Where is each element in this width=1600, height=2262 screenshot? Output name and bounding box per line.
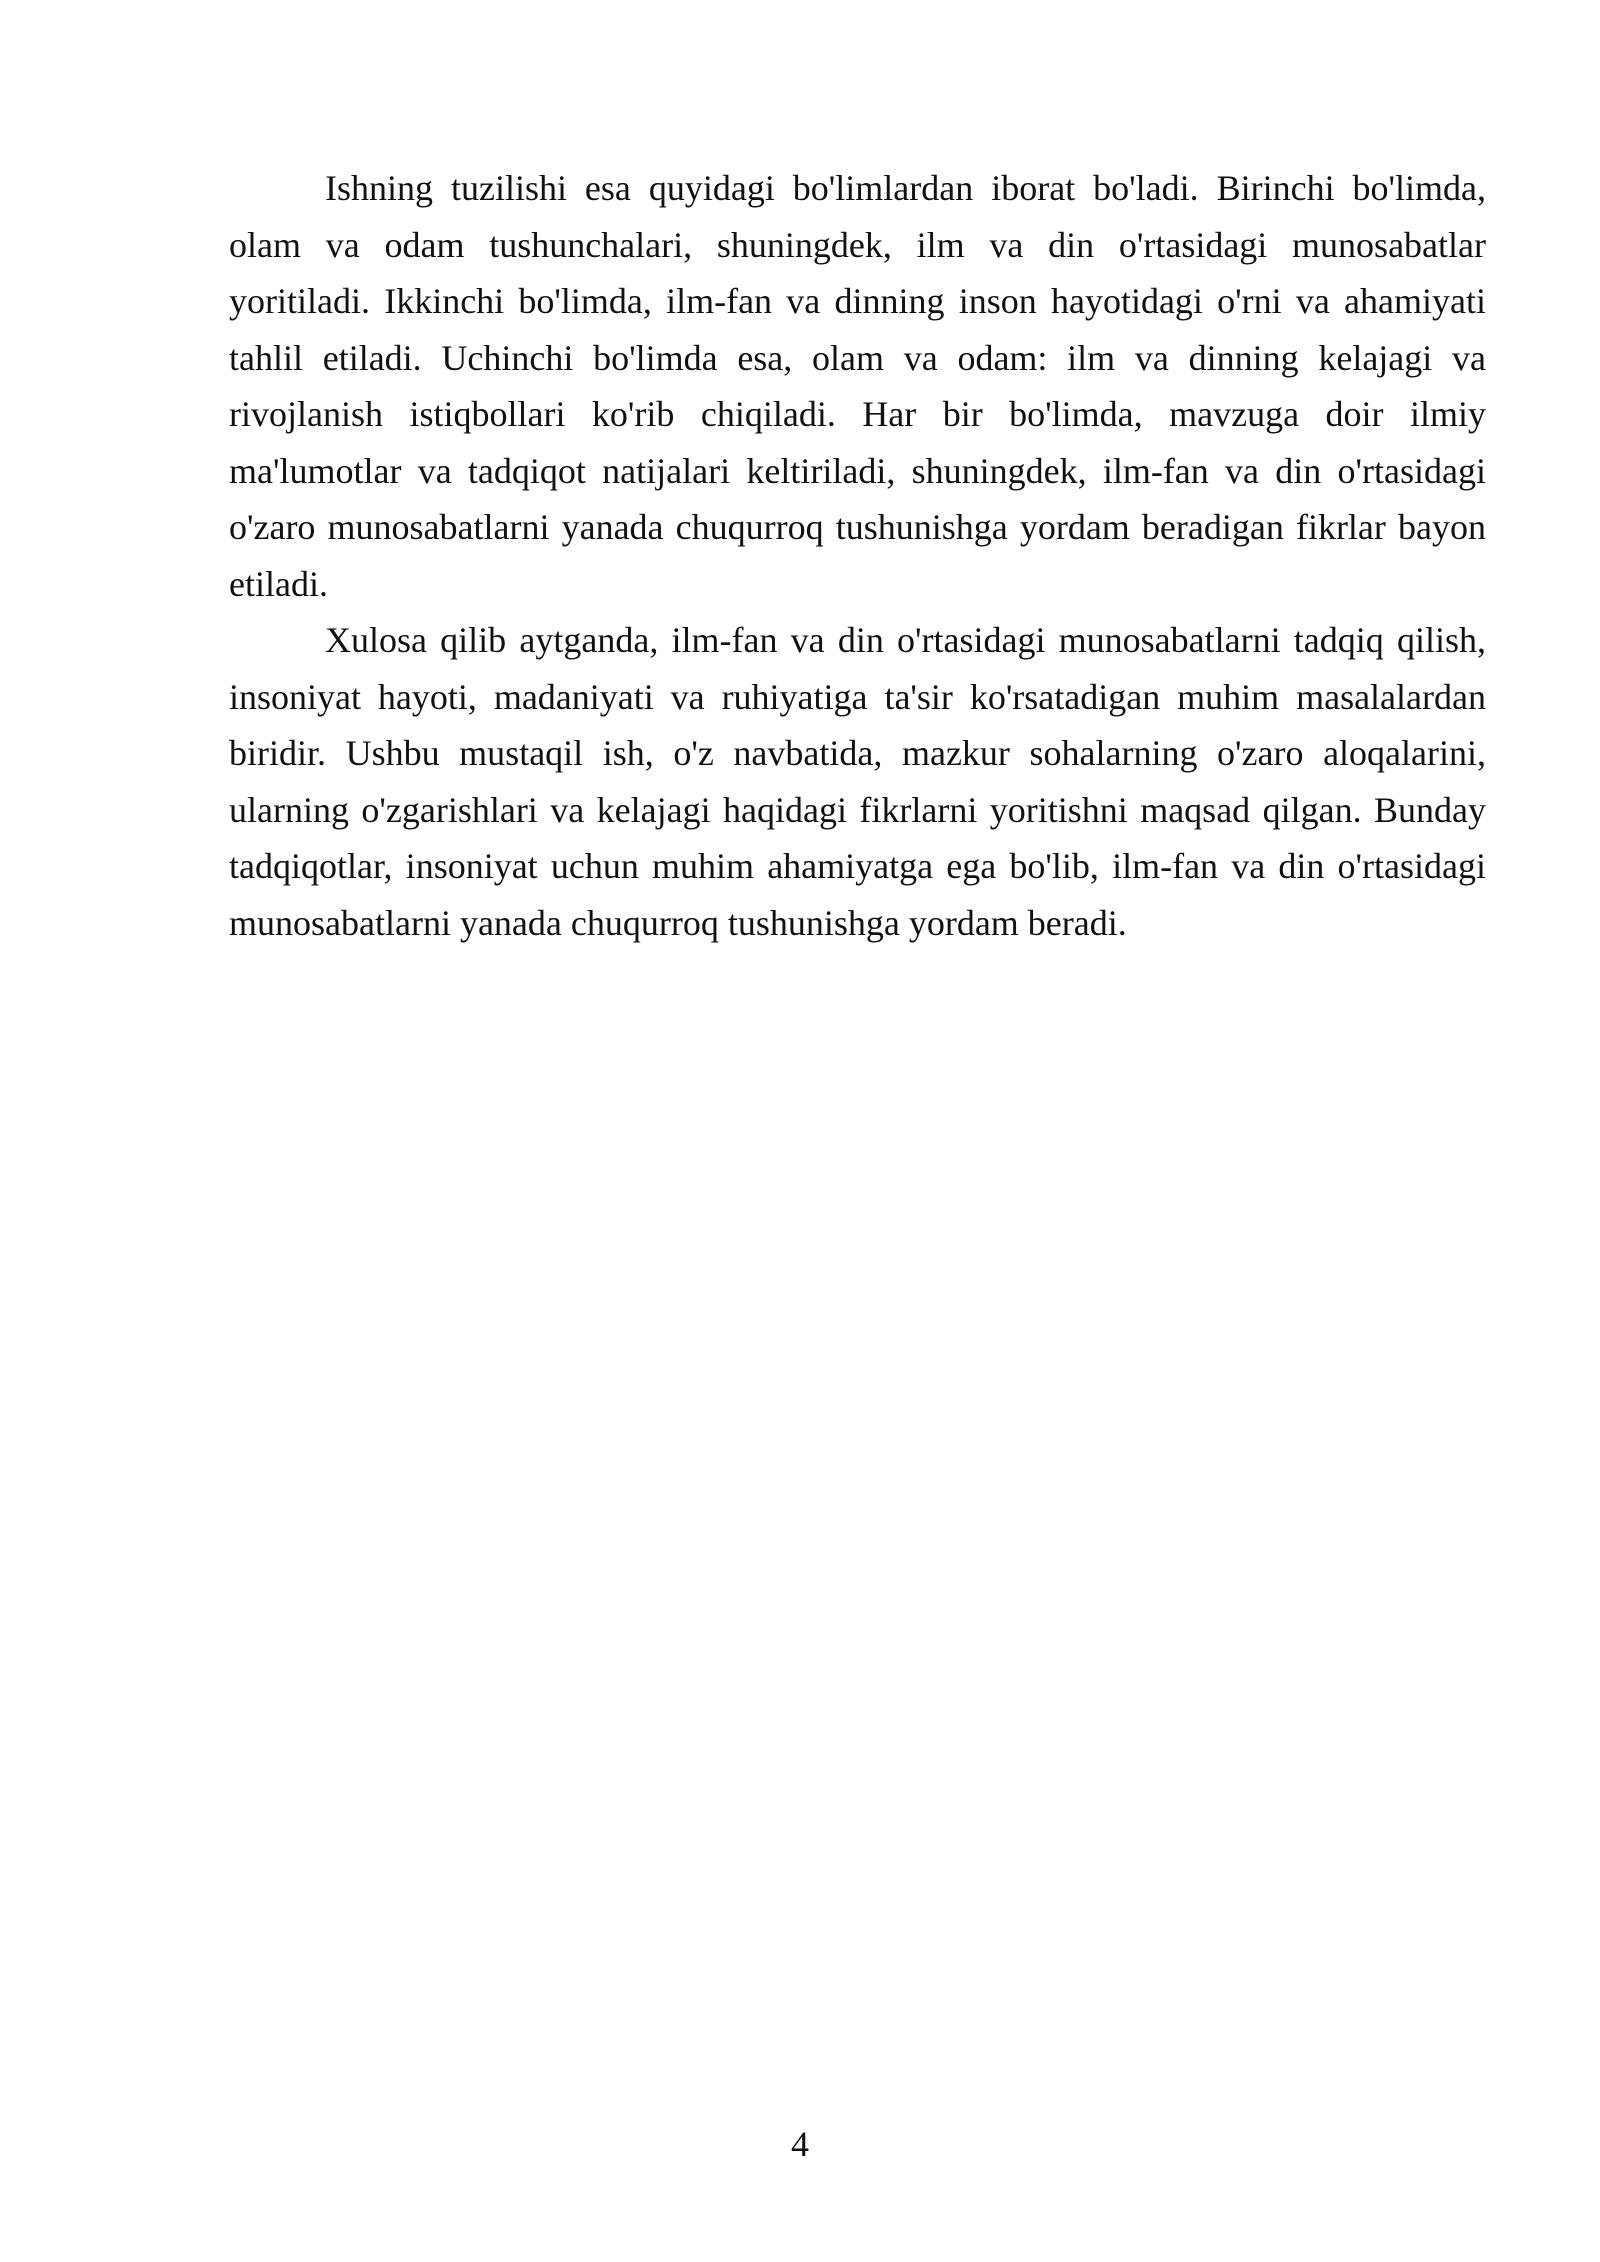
paragraph-structure: Ishning tuzilishi esa quyidagi bo'limlardan iborat bo'ladi. Birinchi bo'limda, olam va odam tushunchalari, shuningdek, ilm va din o'rtasidagi munosabatlar yoritiladi. Ikkinchi bo'limda, ilm-fan va dinning inson hayotidagi o'rni va ahamiyati tahlil etiladi. Uchinchi bo'limda esa, olam va odam: ilm va dinning kelajagi va rivojlanish istiqbollari ko'rib chiqiladi. Har bir bo'limda, mavzuga doir ilmiy ma'lumotlar va tadqiqot natijalari keltiriladi, shuningdek, ilm-fan va din o'rtasidagi o'zaro munosabatlarni yanada chuqurroq tushunishga yordam beradigan fikrlar bayon etiladi. [229,168,1486,604]
page-number: 4 [791,2124,809,2164]
body-text [229,160,1486,951]
paragraph-conclusion: Xulosa qilib aytganda, ilm-fan va din o'rtasidagi munosabatlarni tadqiq qilish, insoniyat hayoti, madaniyati va ruhiyatiga ta'sir ko'rsatadigan muhim masalalardan biridir. Ushbu mustaqil ish, o'z navbatida, mazkur sohalarning o'zaro aloqalarini, ularning o'zgarishlari va kelajagi haqidagi fikrlarni yoritishni maqsad qilgan. Bunday tadqiqotlar, insoniyat uchun muhim ahamiyatga ega bo'lib, ilm-fan va din o'rtasidagi munosabatlarni yanada chuqurroq tushunishga yordam beradi. [229,620,1486,943]
